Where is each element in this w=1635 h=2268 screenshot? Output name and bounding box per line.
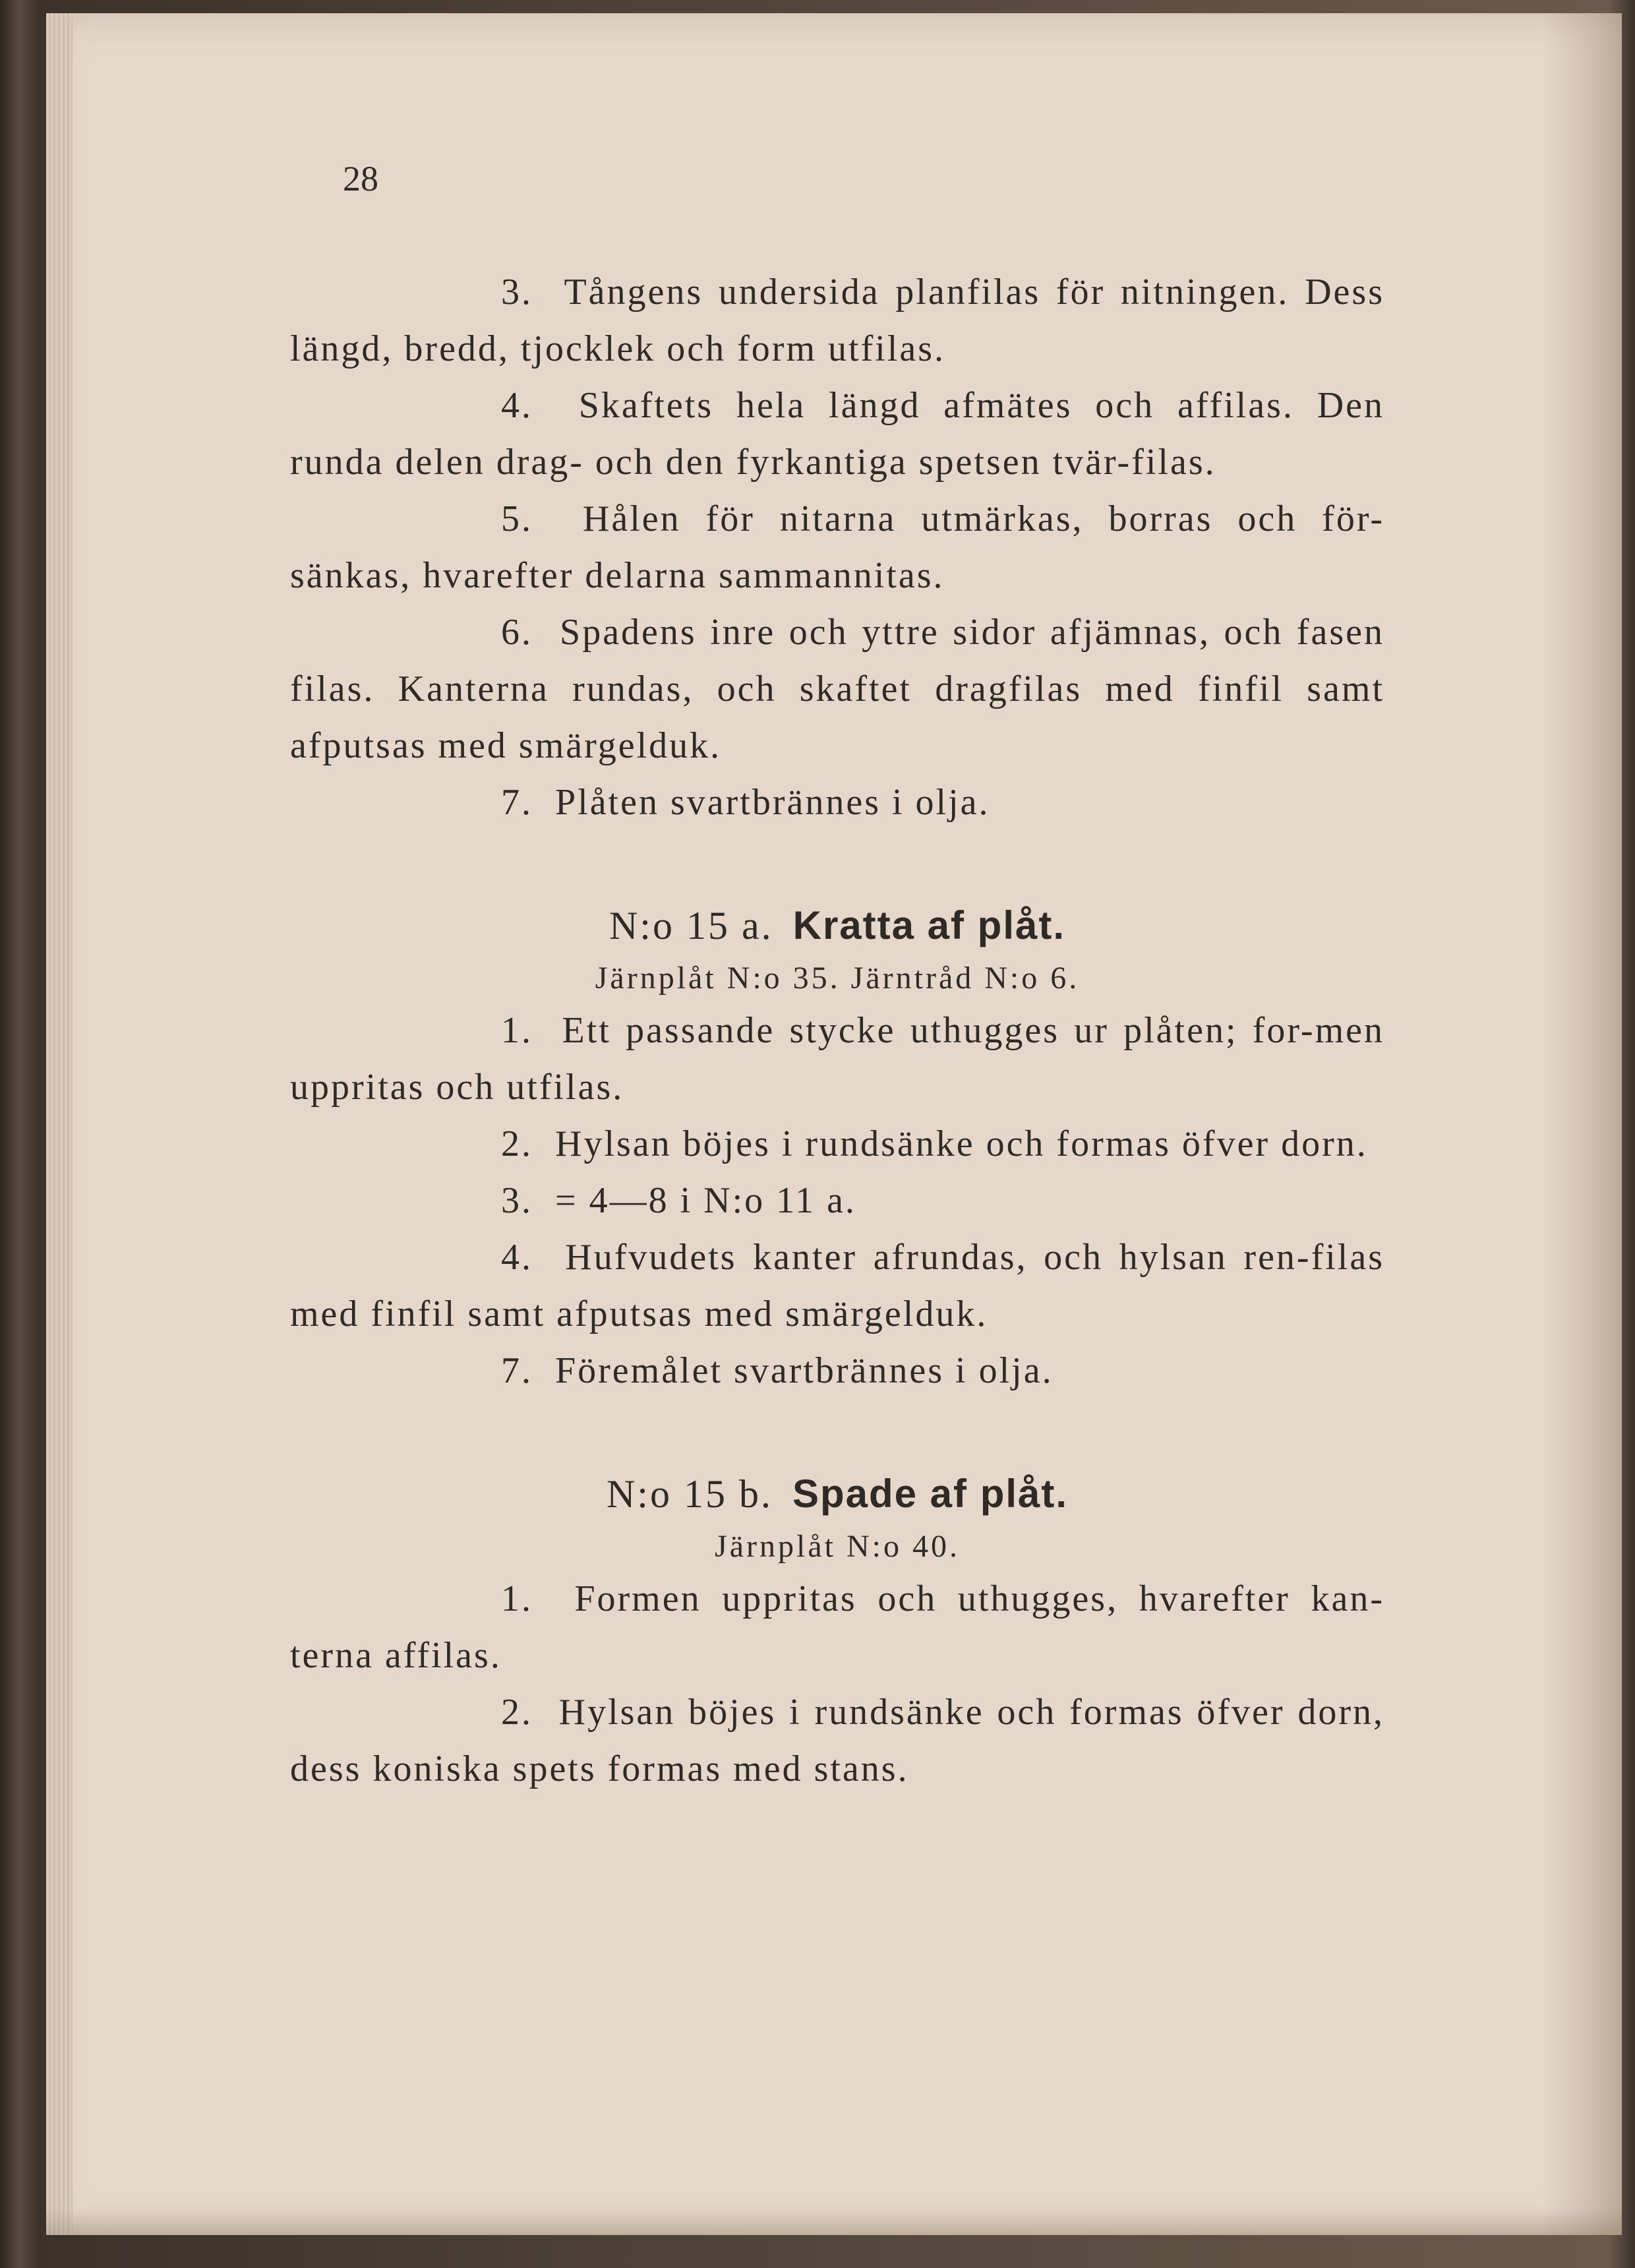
page-stack-edge (46, 13, 73, 2235)
step-number: 2. (501, 1123, 533, 1164)
step-paragraph (290, 1229, 1384, 1342)
section-number: N:o 15 a. (609, 904, 773, 947)
step-number: 5. (501, 498, 533, 539)
section-title: Spade af plåt. (792, 1472, 1069, 1516)
step-paragraph (290, 1116, 1384, 1172)
page-number: 28 (343, 159, 378, 198)
step-text: Tångens undersida planfilas för nitningen. Dess längd, bredd, tjocklek och form utfilas. (290, 272, 1384, 369)
step-text: Spadens inre och yttre sidor afjämnas, och fasen filas. Kanterna rundas, och skaftet dragfilas med finfil samt afputsas med smärgelduk. (290, 612, 1385, 766)
section-a-steps (290, 264, 1384, 831)
step-number: 4. (501, 385, 533, 426)
step-text: Hylsan böjes i rundsänke och formas öfver dorn, dess koniska spets formas med stans. (290, 1692, 1385, 1789)
step-text: Ett passande stycke uthugges ur plåten; for-men uppritas och utfilas. (290, 1010, 1384, 1108)
section-materials: Järnplåt N:o 35. Järntråd N:o 6. (595, 961, 1080, 996)
step-paragraph (290, 377, 1384, 491)
step-text: Plåten svartbrännes i olja. (555, 782, 990, 823)
step-number: 1. (501, 1010, 533, 1051)
step-paragraph (290, 774, 1384, 831)
section-kratta (290, 897, 1384, 1399)
step-text: Skaftets hela längd afmätes och affilas. Den runda delen drag- och den fyrkantiga spetsen tvär-filas. (290, 385, 1385, 483)
step-paragraph (290, 1172, 1384, 1229)
step-text: Hylsan böjes i rundsänke och formas öfver dorn. (555, 1123, 1368, 1164)
section-heading (290, 897, 1384, 955)
step-text: Formen uppritas och uthugges, hvarefter kan-terna affilas. (290, 1578, 1384, 1676)
section-number: N:o 15 b. (606, 1472, 773, 1516)
step-paragraph (290, 604, 1384, 774)
section-title: Kratta af plåt. (792, 903, 1066, 947)
section-spade (290, 1465, 1384, 1797)
step-number: 3. (501, 1180, 533, 1221)
page-bottom-shade (46, 2209, 1622, 2235)
step-paragraph (290, 1570, 1384, 1684)
section-materials: Järnplåt N:o 40. (715, 1529, 960, 1564)
step-text: Föremålet svartbrännes i olja. (555, 1350, 1054, 1391)
step-number: 7. (501, 1350, 533, 1391)
step-text: = 4—8 i N:o 11 a. (555, 1180, 856, 1221)
page-gutter-shade (1543, 13, 1622, 2235)
page-text (290, 264, 1384, 1797)
step-paragraph (290, 1684, 1384, 1797)
step-number: 7. (501, 782, 533, 823)
step-number: 1. (501, 1578, 533, 1619)
step-paragraph (290, 491, 1384, 604)
step-text: Hufvudets kanter afrundas, och hylsan ren-filas med finfil samt afputsas med smärgelduk. (290, 1237, 1384, 1334)
step-paragraph (290, 264, 1384, 377)
step-number: 3. (501, 272, 533, 313)
step-text: Hålen för nitarna utmärkas, borras och för-sänkas, hvarefter delarna sammannitas. (290, 498, 1384, 596)
section-heading (290, 1465, 1384, 1523)
step-number: 4. (501, 1237, 533, 1278)
step-paragraph (290, 1002, 1384, 1116)
step-paragraph (290, 1342, 1384, 1399)
step-number: 2. (501, 1692, 533, 1733)
step-number: 6. (501, 612, 533, 653)
